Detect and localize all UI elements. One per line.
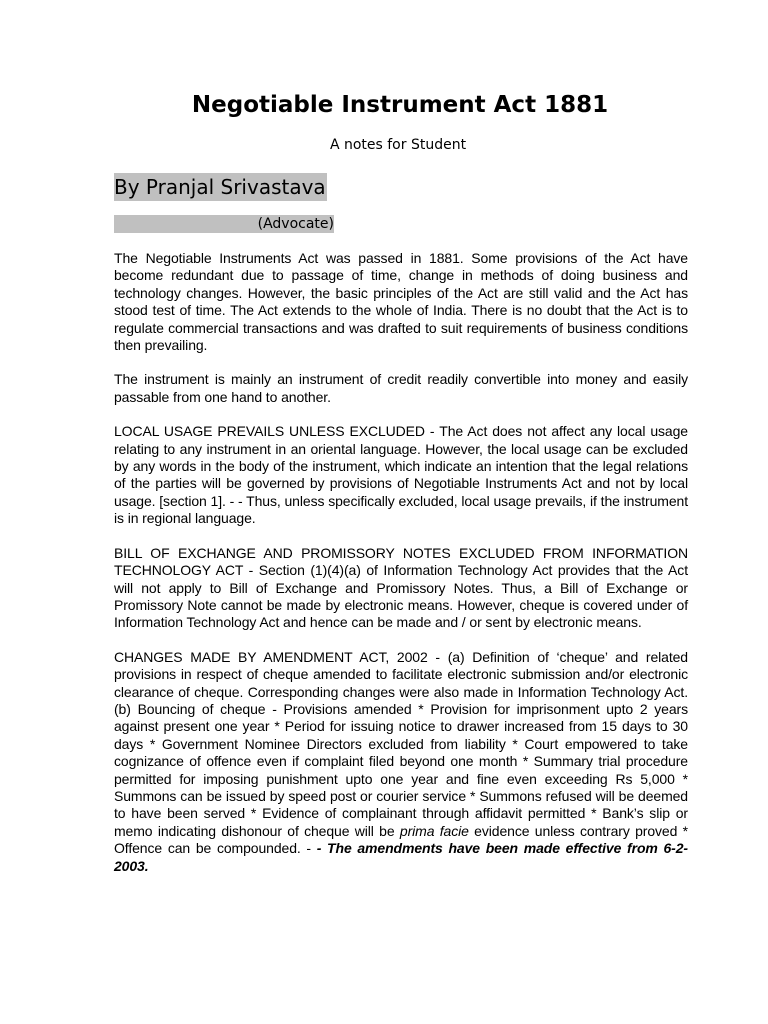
- author-name: By Pranjal Srivastava: [114, 175, 326, 199]
- document-subtitle: A notes for Student: [329, 137, 467, 153]
- amendment-text-continued: evidence unless contrary proved * Offence can be compounded. -: [114, 822, 688, 857]
- paragraph-local-usage: LOCAL USAGE PREVAILS UNLESS EXCLUDED - The Act does not affect any local usage relating to any instrument in an oriental language. However, the local usage can be excluded by any words in the body of the instrument, which indicate an intention that the legal relations of the parties will be governed by provisions of Negotiable Instruments Act and not by local usage. [section 1]. - - Thus, unless specifically excluded, local usage prevails, if the instrument is in regional language.: [114, 423, 688, 527]
- paragraph-it-act: BILL OF EXCHANGE AND PROMISSORY NOTES EXCLUDED FROM INFORMATION TECHNOLOGY ACT - Section (1)(4)(a) of Information Technology Act provides that the Act will not apply to Bill of Exchange and Promissory Notes. Thus, a Bill of Exchange or Promissory Note cannot be made by electronic means. However, cheque is covered under of Information Technology Act and hence can be made and / or sent by electronic means.: [114, 544, 688, 631]
- document-body: [114, 250, 688, 875]
- prima-facie-term: prima facie: [399, 822, 469, 839]
- paragraph-intro: The Negotiable Instruments Act was passed in 1881. Some provisions of the Act have become redundant due to passage of time, change in methods of doing business and technology changes. However, the basic principles of the Act are still valid and the Act has stood test of time. The Act extends to the whole of India. There is no doubt that the Act is to regulate commercial transactions and was drafted to suit requirements of business conditions then prevailing.: [114, 250, 688, 354]
- amendment-effective-note: - The amendments have been made effective from 6-2-2003.: [114, 840, 688, 874]
- paragraph-amendment: [114, 649, 688, 875]
- amendment-text: CHANGES MADE BY AMENDMENT ACT, 2002 - (a) Definition of ‘cheque’ and related provisions in respect of cheque amended to facilitate electronic submission and/or electronic clearance of cheque. Corresponding changes were also made in Information Technology Act. (b) Bouncing of cheque - Provisions amended * Provision for imprisonment upto 2 years against present one year * Period for issuing notice to drawer increased from 15 days to 30 days * Government Nominee Directors excluded from liability * Court empowered to take cognizance of offence even if complaint filed beyond one month * Summary trial procedure permitted for imposing punishment upto one year and fine even exceeding Rs 5,000 * Summons can be issued by speed post or courier service * Summons refused will be deemed to have been served * Evidence of complainant through affidavit permitted * Bank’s slip or memo indicating dishonour of cheque will be: [114, 648, 688, 839]
- document-title: Negotiable Instrument Act 1881: [191, 92, 609, 118]
- paragraph-instrument: The instrument is mainly an instrument of credit readily convertible into money and easily passable from one hand to another.: [114, 371, 688, 405]
- author-role: (Advocate): [114, 215, 334, 233]
